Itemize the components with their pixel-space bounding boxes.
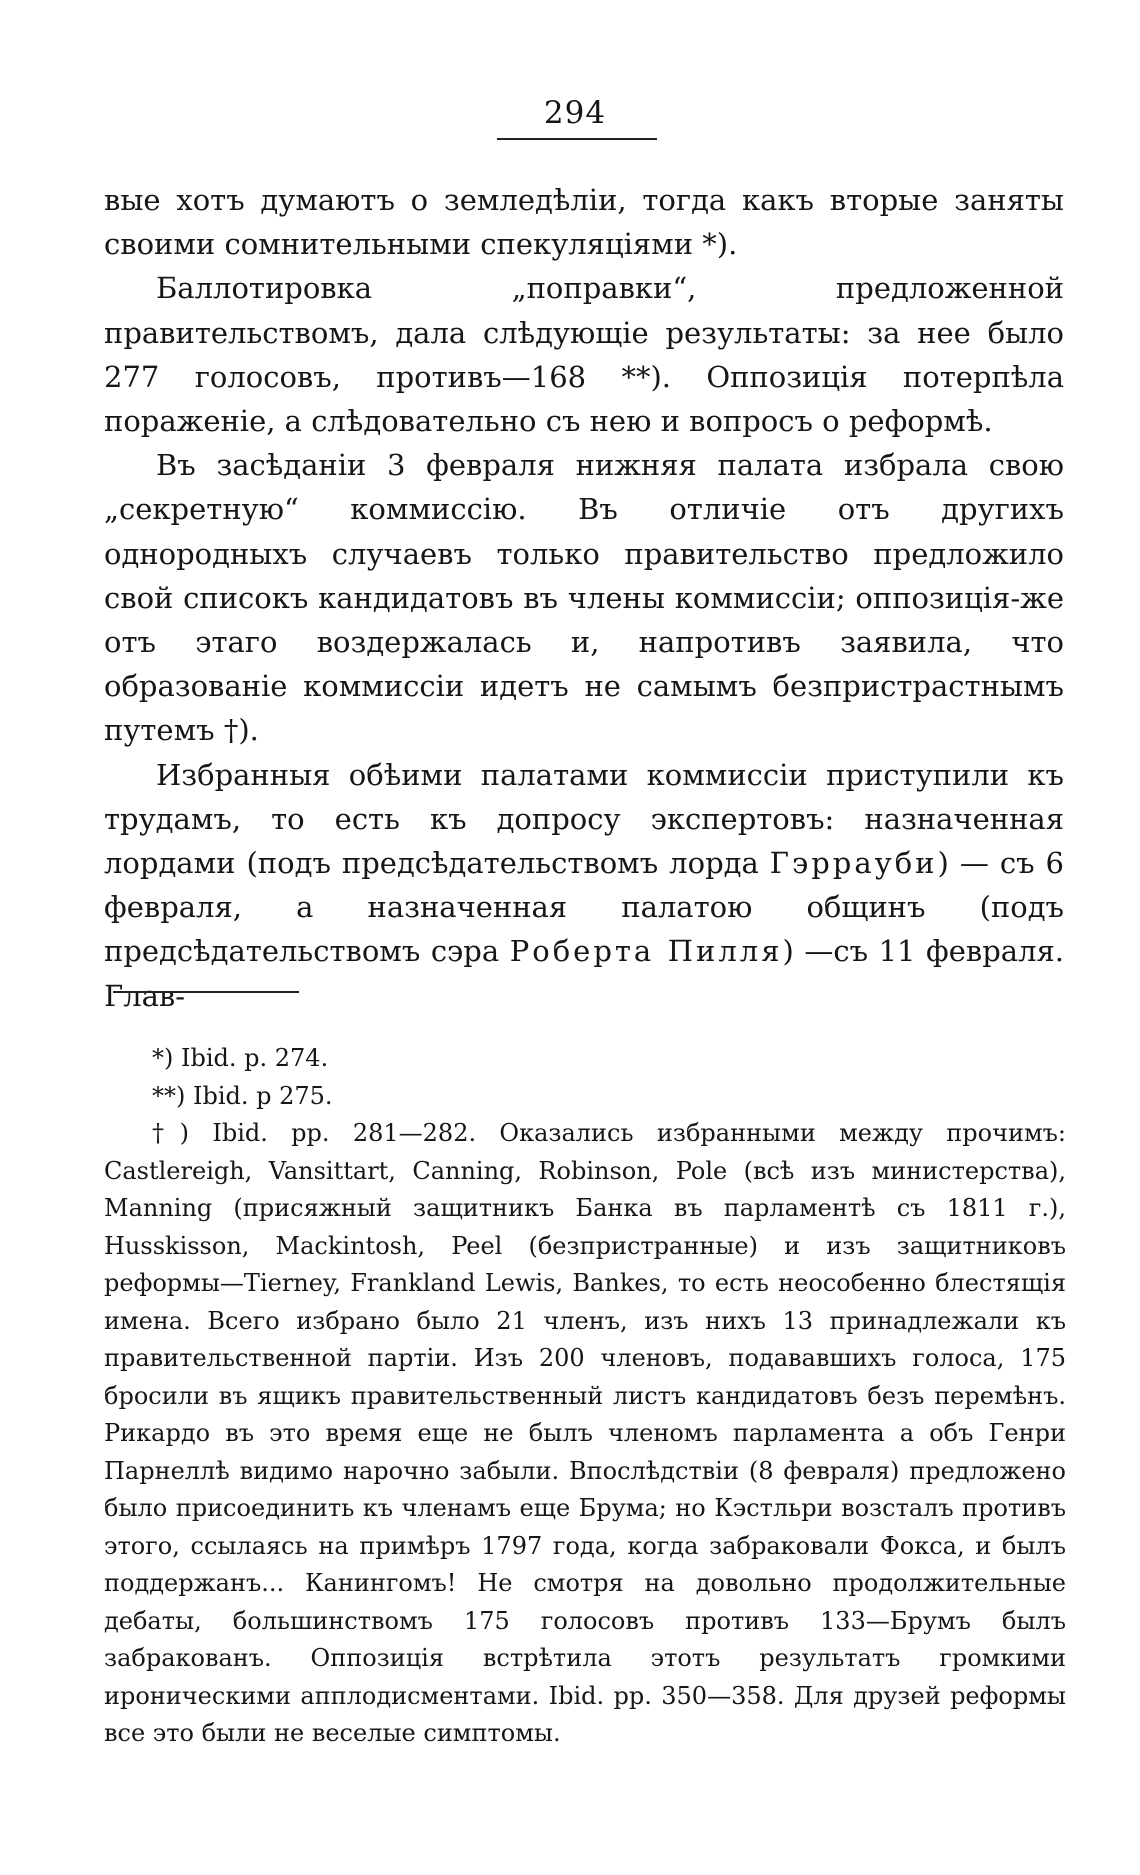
paragraph-continuation: вые хотъ думаютъ о земледѣліи, тогда какъ вторые заняты своими сомнительными спекуляціями *). bbox=[104, 183, 1064, 262]
footnote-3: †) Ibid. pp. 281—282. Оказались избранными между прочимъ: Castlereigh, Vansittart, Canning, Robinson, Pole (всѣ изъ министерства), Manning (присяжный защитникъ Банка въ парламентѣ съ 1811 г.), Husskisson, Mackintosh, Peel (безпристранные) и изъ защитниковъ реформы—Tierney, Frankland Lewis, Bankes, то есть неособенно блестящія имена. Всего избрано было 21 членъ, изъ нихъ 13 принадлежали къ правительственной партіи. Изъ 200 членовъ, подававшихъ голоса, 175 бросили въ ящикъ правительственный листъ кандидатовъ безъ перемѣнъ. Рикардо въ это время еще не былъ членомъ парламента а объ Генри Парнеллѣ видимо нарочно забыли. Впослѣдствіи (8 февраля) предложено было присоединить къ членамъ еще Брума; но Кэстльри возсталъ противъ этого, ссылаясь на примѣръ 1797 года, когда забраковали Фокса, и былъ поддержанъ... Канингомъ! Не смотря на довольно продолжительные дебаты, большинствомъ 175 голосовъ противъ 133—Брумъ былъ забракованъ. Оппозиція встрѣтила этотъ результатъ громкими ироническими апплодисментами. Ibid. pp. 350—358. Для друзей реформы все это были не веселые симптомы. bbox=[104, 1119, 1066, 1747]
paragraph-ballot: Баллотировка „поправки“, предложенной правительствомъ, дала слѣдующіе результаты: за нее было 277 голосовъ, противъ—168 **). Оппозиція потерпѣла пораженіе, а слѣдовательно съ нею и вопросъ о реформѣ. bbox=[104, 271, 1064, 439]
page-number: 294 bbox=[543, 95, 607, 131]
person-name: Гэррауби bbox=[769, 846, 938, 881]
person-name: Роберта Пилля bbox=[509, 934, 783, 969]
footnote-2: **) Ibid. p 275. bbox=[152, 1081, 333, 1110]
text-run: Избранныя обѣими палатами коммиссіи приступили къ трудамъ, то есть къ допросу экспертовъ: назначенная лордами (подъ предсѣдательствомъ лорда bbox=[104, 757, 1064, 881]
footnote-1: *) Ibid. p. 274. bbox=[152, 1044, 329, 1072]
paragraph-commissions bbox=[104, 753, 1064, 1018]
main-text bbox=[104, 178, 1064, 1018]
footnotes bbox=[104, 1040, 1066, 1753]
footnote-separator bbox=[113, 991, 299, 993]
text-run: ) — съ 6 февраля, а назначенная палатою общинъ (подъ предсѣдательствомъ сэра bbox=[104, 846, 1064, 969]
page-number-rule bbox=[497, 138, 657, 140]
paragraph-session: Въ засѣданіи 3 февраля нижняя палата избрала свою „секретную“ коммиссію. Въ отличіе отъ другихъ однородныхъ случаевъ только правительство предложило свой списокъ кандидатовъ въ члены коммиссіи; оппозиція-же отъ этаго воздержалась и, напротивъ заявила, что образованіе коммиссіи идетъ не самымъ безпристрастнымъ путемъ †). bbox=[104, 448, 1064, 748]
text-run: ) —съ 11 февраля. Глав- bbox=[104, 934, 1065, 1013]
